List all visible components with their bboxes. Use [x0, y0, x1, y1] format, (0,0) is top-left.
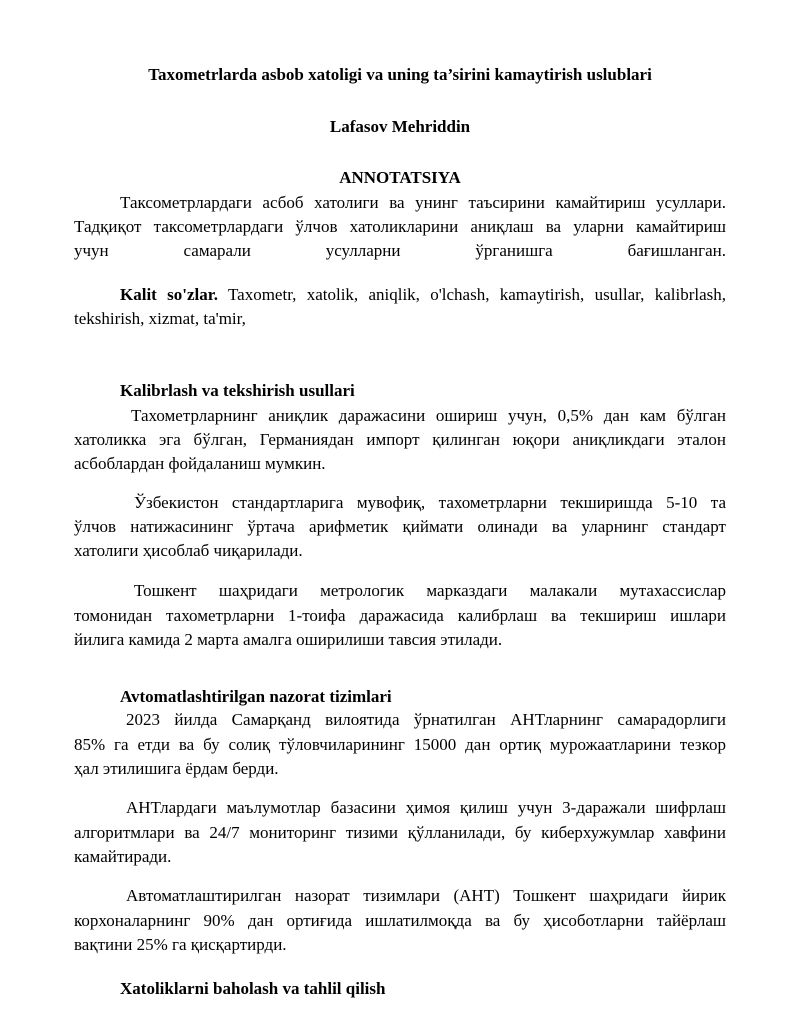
- keywords-continuation: tekshirish, xizmat, ta'mir,: [74, 309, 246, 328]
- annotation-last-line: [74, 241, 726, 261]
- annotation-word: усулларни: [325, 241, 401, 260]
- paragraph-line: ҳал этилишига ёрдам берди.: [74, 759, 279, 778]
- paragraph-line: томонидан тахометрларни 1-тоифа даражасида калибрлаш ва текшириш ишлари: [74, 606, 726, 625]
- document-title: Taxometrlarda asbob xatoligi va uning ta’sirini kamaytirish uslublari: [148, 65, 652, 84]
- paragraph-line: 2023 йилда Самарқанд вилоятида ўрнатилган АНТларнинг самарадорлиги: [126, 710, 726, 729]
- paragraph-line: асбоблардан фойдаланиш мумкин.: [74, 454, 326, 473]
- paragraph-line: хатоликка эга бўлган, Германиядан импорт қилинган юқори аниқликдаги эталон: [74, 430, 726, 449]
- annotation-word: самарали: [183, 241, 251, 260]
- annotation-line: Тадқиқот таксометрлардаги ўлчов хатоликларини аниқлаш ва уларни камайтириш: [74, 217, 726, 236]
- annotation-line: Таксометрлардаги асбоб хатолиги ва унинг таъсирини камайтириш усуллари.: [120, 193, 726, 212]
- paragraph-line: вақтини 25% га қисқартирди.: [74, 935, 287, 954]
- author-name: Lafasov Mehriddin: [329, 117, 471, 136]
- paragraph-line: 85% га етди ва бу солиқ тўловчиларининг 15000 дан ортиқ мурожаатларини тезкор: [74, 735, 726, 754]
- annotation-word: ўрганишга: [475, 241, 553, 260]
- keywords-label: Kalit so'zlar.: [120, 285, 218, 304]
- paragraph-line: Тахометрларнинг аниқлик даражасини ошириш учун, 0,5% дан кам бўлган: [131, 406, 726, 425]
- paragraph-line: алгоритмлари ва 24/7 мониторинг тизими қўлланилади, бу киберхужумлар хавфини: [74, 823, 726, 842]
- keywords-text: Taxometr, xatolik, aniqlik, o'lchash, kamaytirish, usullar, kalibrlash,: [217, 285, 726, 304]
- paragraph-line: корхоналарнинг 90% дан ортиғида ишлатилмоқда ва бу ҳисоботларни тайёрлаш: [74, 911, 726, 930]
- annotation-heading: ANNOTATSIYA: [339, 168, 461, 187]
- annotation-word: учун: [74, 241, 109, 260]
- annotation-word: бағишланган.: [627, 241, 726, 260]
- paragraph-line: Автоматлаштирилган назорат тизимлари (АНТ) Тошкент шаҳридаги йирик: [126, 886, 726, 905]
- paragraph-line: Ўзбекистон стандартларига мувофиқ, тахометрларни текширишда 5-10 та: [134, 493, 726, 512]
- section-heading-automation: Avtomatlashtirilgan nazorat tizimlari: [120, 687, 392, 706]
- section-heading-calibration: Kalibrlash va tekshirish usullari: [120, 381, 355, 400]
- paragraph-line: камайтиради.: [74, 847, 172, 866]
- paragraph-line: ўлчов натижасининг ўртача арифметик қиймати олинади ва уларнинг стандарт: [74, 517, 726, 536]
- keywords-line: [120, 285, 726, 305]
- paragraph-line: хатолиги ҳисоблаб чиқарилади.: [74, 541, 303, 560]
- section-heading-error-analysis: Xatoliklarni baholash va tahlil qilish: [120, 979, 386, 998]
- paragraph-line: АНТлардаги маълумотлар базасини ҳимоя қилиш учун 3-даражали шифрлаш: [126, 798, 726, 817]
- paragraph-line: Тошкент шаҳридаги метрологик марказдаги малакали мутахассислар: [134, 581, 726, 600]
- paragraph-line: йилига камида 2 марта амалга оширилиши тавсия этилади.: [74, 630, 503, 649]
